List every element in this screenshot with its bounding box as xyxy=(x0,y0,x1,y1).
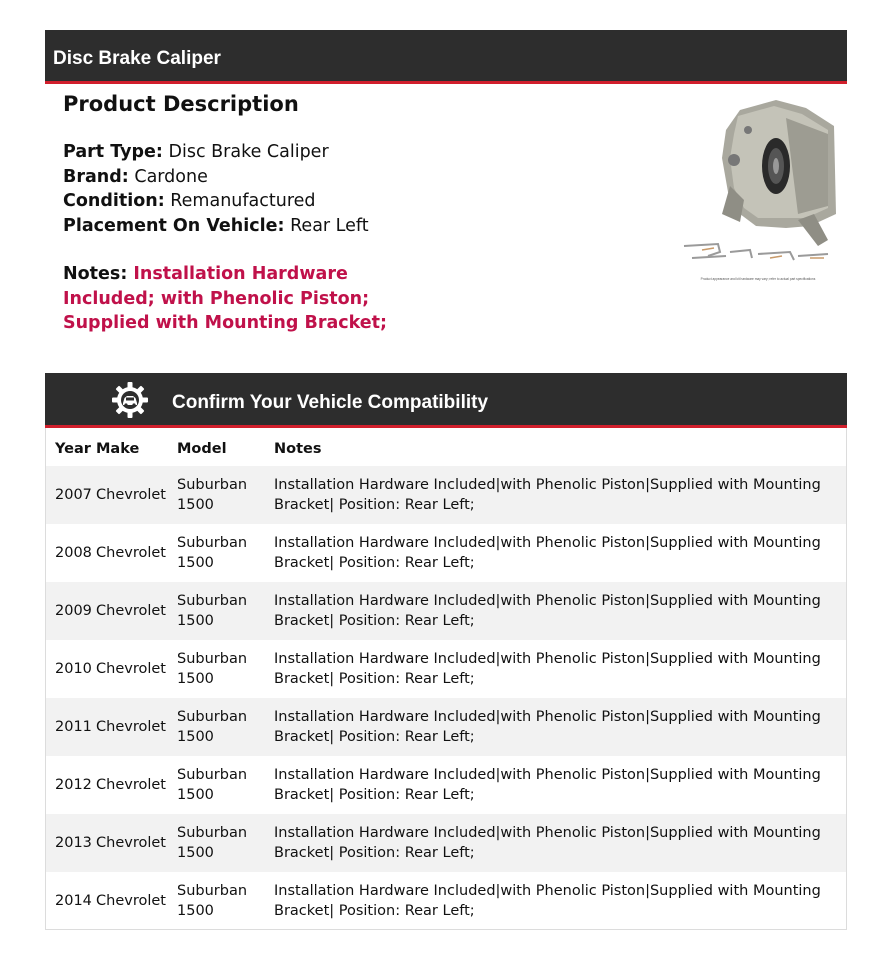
cell-model: Suburban 1500 xyxy=(177,883,248,919)
cell-model: Suburban 1500 xyxy=(177,698,274,756)
cell-make: Chevrolet xyxy=(96,466,177,524)
table-row xyxy=(46,466,846,524)
cell-notes: Installation Hardware Included|with Phenolic Piston|Supplied with Mounting Bracket| Position: Rear Left; xyxy=(274,535,821,571)
gear-car-icon xyxy=(111,381,149,419)
cell-year: 2012 xyxy=(55,777,92,793)
table-row xyxy=(46,524,846,582)
cell-model: Suburban 1500 xyxy=(177,814,274,872)
cell-year: 2008 xyxy=(55,545,92,561)
cell-model: Suburban 1500 xyxy=(177,767,248,803)
cell-model: Suburban 1500 xyxy=(177,535,248,571)
table-row xyxy=(46,872,846,930)
page-title: Disc Brake Caliper xyxy=(53,48,221,69)
column-year: Year xyxy=(55,441,91,457)
cell-model: Suburban 1500 xyxy=(177,651,248,687)
brake-caliper-image xyxy=(678,96,838,286)
cell-notes: Installation Hardware Included|with Phenolic Piston|Supplied with Mounting Bracket| Position: Rear Left; xyxy=(274,767,821,803)
cell-year: 2011 xyxy=(46,698,96,756)
cell-make: Chevrolet xyxy=(96,582,177,640)
cell-make: Chevrolet xyxy=(96,777,166,793)
product-description-title: Product Description xyxy=(63,92,299,116)
spec-placement: Placement On Vehicle: Rear Left xyxy=(63,215,369,236)
cell-year: 2014 xyxy=(55,893,92,909)
product-notes xyxy=(63,262,423,336)
cell-make: Chevrolet xyxy=(96,545,166,561)
cell-year: 2013 xyxy=(46,814,96,872)
cell-notes: Installation Hardware Included|with Phenolic Piston|Supplied with Mounting Bracket| Position: Rear Left; xyxy=(274,814,846,872)
cell-notes: Installation Hardware Included|with Phenolic Piston|Supplied with Mounting Bracket| Position: Rear Left; xyxy=(274,582,846,640)
column-model: Model xyxy=(177,441,227,457)
column-make: Make xyxy=(96,441,140,457)
notes-label: Notes: xyxy=(63,264,128,284)
cell-notes: Installation Hardware Included|with Phenolic Piston|Supplied with Mounting Bracket| Position: Rear Left; xyxy=(274,883,821,919)
table-row xyxy=(46,640,846,698)
table-row xyxy=(46,814,846,872)
cell-notes: Installation Hardware Included|with Phenolic Piston|Supplied with Mounting Bracket| Position: Rear Left; xyxy=(274,466,846,524)
cell-notes: Installation Hardware Included|with Phenolic Piston|Supplied with Mounting Bracket| Position: Rear Left; xyxy=(274,698,846,756)
spec-condition: Condition: Remanufactured xyxy=(63,191,316,211)
cell-notes: Installation Hardware Included|with Phenolic Piston|Supplied with Mounting Bracket| Position: Rear Left; xyxy=(274,651,821,687)
notes-value: Installation Hardware Included; with Phenolic Piston; Supplied with Mounting Bracket; xyxy=(63,264,388,333)
compatibility-header-bar xyxy=(45,373,847,428)
spec-part-type: Part Type: Disc Brake Caliper xyxy=(63,142,329,162)
page-header-bar xyxy=(45,30,847,84)
cell-make: Chevrolet xyxy=(96,814,177,872)
cell-year: 2007 xyxy=(46,466,96,524)
spec-brand: Brand: Cardone xyxy=(63,166,208,187)
cell-year: 2009 xyxy=(46,582,96,640)
table-row xyxy=(46,698,846,756)
image-caption: Product appearance and kit hardware may vary; refer to actual part specifications xyxy=(700,277,816,281)
cell-make: Chevrolet xyxy=(96,661,166,677)
cell-make: Chevrolet xyxy=(96,893,166,909)
table-row xyxy=(46,756,846,814)
cell-make: Chevrolet xyxy=(96,698,177,756)
cell-model: Suburban 1500 xyxy=(177,582,274,640)
table-header-row xyxy=(46,428,846,466)
compatibility-table xyxy=(45,428,847,930)
table-row xyxy=(46,582,846,640)
cell-year: 2010 xyxy=(55,661,92,677)
column-notes: Notes xyxy=(274,441,322,457)
compatibility-title: Confirm Your Vehicle Compatibility xyxy=(172,392,489,413)
cell-model: Suburban 1500 xyxy=(177,466,274,524)
